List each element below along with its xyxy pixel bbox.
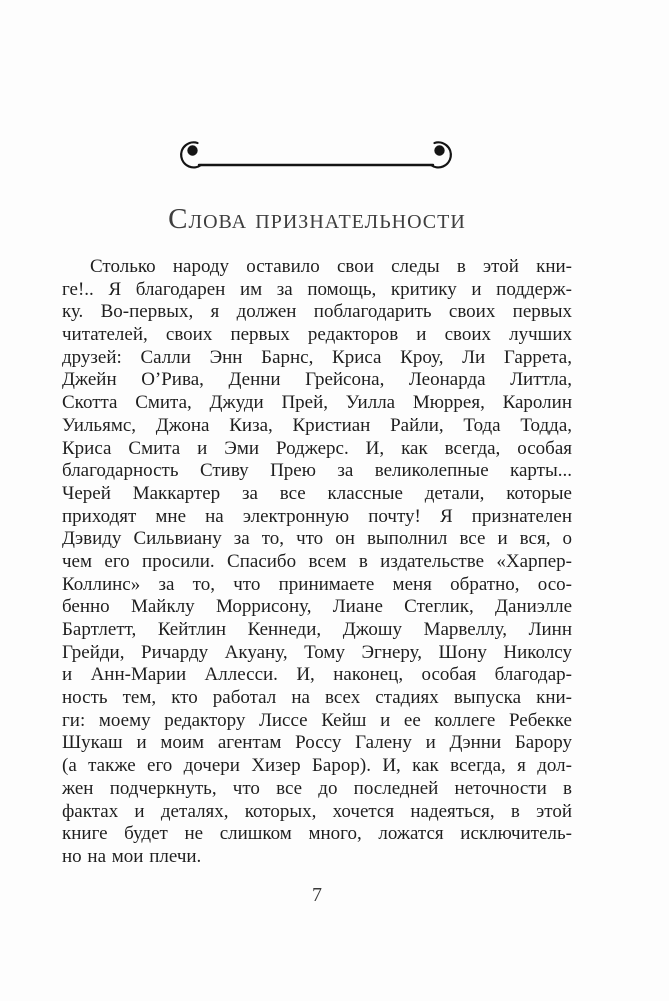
chapter-title: Слова признательности [168, 203, 466, 235]
text-line: жен подчеркнуть, что все до последней неточности в [62, 777, 572, 799]
text-line: Коллинс» за то, что принимаете меня обратно, осо- [62, 573, 572, 595]
text-line: ги: моему редактору Лиссе Кейш и ее коллеге Ребекке [62, 709, 572, 731]
text-line: бенно Майклу Моррисону, Лиане Стеглик, Даниэлле [62, 596, 572, 618]
text-line: и Анн-Марии Аллесси. И, наконец, особая благодар- [62, 664, 572, 686]
text-line: Черей Маккартер за все классные детали, которые [62, 482, 572, 504]
text-line: Скотта Смита, Джуди Прей, Уилла Мюррея, Каролин [62, 392, 572, 414]
text-line: Шукаш и моим агентам Россу Галену и Дэнни Барору [62, 732, 572, 754]
page-number: 7 [312, 884, 322, 906]
text-line: читателей, своих первых редакторов и своих лучших [62, 324, 572, 346]
flourish-rule-icon [168, 136, 464, 172]
text-line: друзей: Салли Энн Барнс, Криса Кроу, Ли Гаррета, [62, 346, 572, 368]
text-line: Грейди, Ричарду Акуану, Тому Эгнеру, Шону Николсу [62, 641, 572, 663]
text-line: ность тем, кто работал на всех стадиях выпуска кни- [62, 687, 572, 709]
text-line: Джейн О’Рива, Денни Грейсона, Леонарда Литтла, [62, 369, 572, 391]
text-line: книге будет не слишком много, ложатся исключитель- [62, 823, 572, 845]
text-line: ге!.. Я благодарен им за помощь, критику и поддерж- [62, 278, 572, 300]
text-line: (а также его дочери Хизер Барор). И, как всегда, я дол- [62, 755, 572, 777]
text-line: приходят мне на электронную почту! Я признателен [62, 505, 572, 527]
text-line: Бартлетт, Кейтлин Кеннеди, Джошу Марвеллу, Линн [62, 619, 572, 640]
text-line: благодарность Стиву Прею за великолепные карты... [62, 460, 572, 482]
text-line: Уильямс, Джона Киза, Кристиан Райли, Тода Тодда, [62, 414, 572, 436]
text-line: Дэвиду Сильвиану за то, что он выполнил все и вся, о [62, 528, 572, 550]
acknowledgments-paragraph [62, 256, 572, 869]
text-line: Криса Смита и Эми Роджерс. И, как всегда, особая [62, 437, 572, 459]
text-line: ку. Во-первых, я должен поблагодарить своих первых [62, 301, 572, 323]
text-line: но на мои плечи. [62, 845, 202, 867]
text-line: чем его просили. Спасибо всем в издательстве «Харпер- [62, 550, 572, 572]
text-line: фактах и деталях, которых, хочется надеяться, в этой [62, 800, 572, 822]
text-line: Столько народу оставило свои следы в этой кни- [90, 256, 572, 277]
